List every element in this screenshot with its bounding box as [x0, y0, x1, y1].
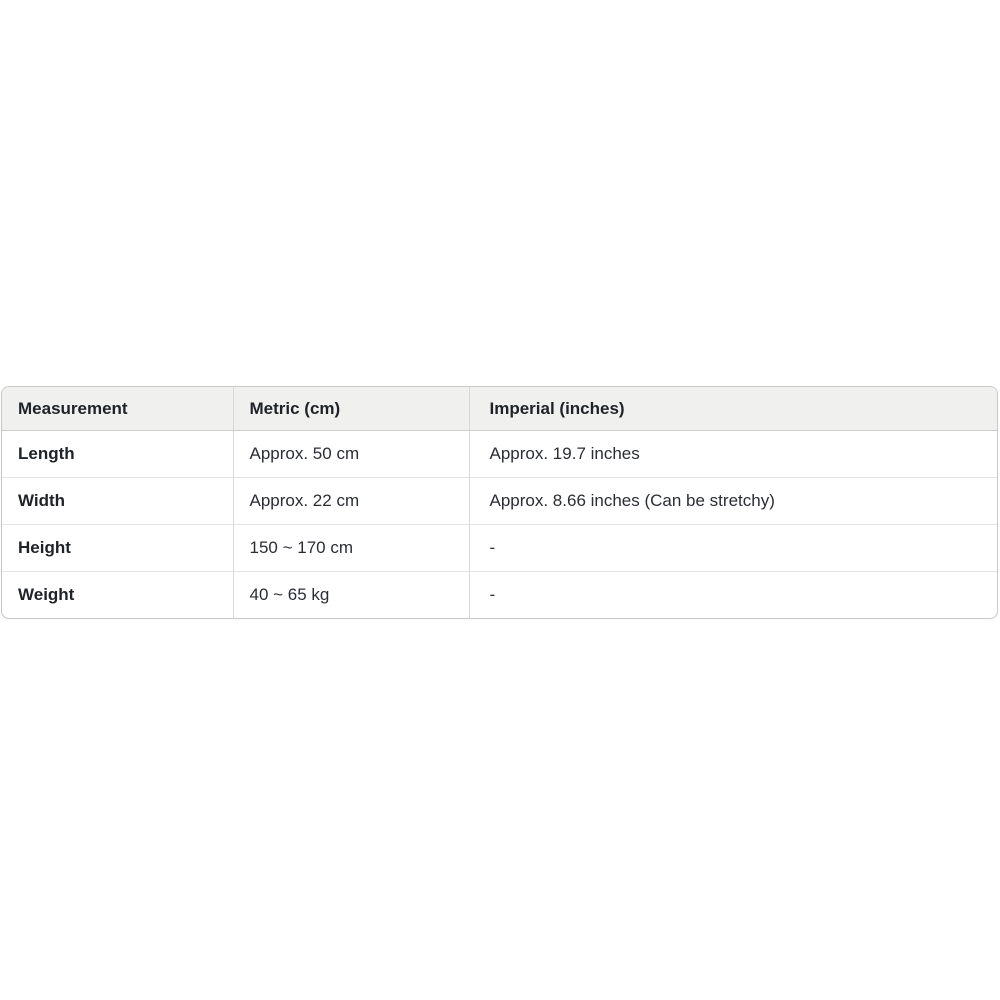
measurements-table	[1, 386, 998, 619]
width-imperial-value: Approx. 8.66 inches (Can be stretchy)	[469, 478, 997, 525]
length-metric-value: Approx. 50 cm	[233, 431, 469, 478]
measurements-table-grid	[2, 387, 997, 618]
table-row-length	[2, 431, 997, 478]
column-header-imperial: Imperial (inches)	[469, 387, 997, 431]
table-header-row	[2, 387, 997, 431]
column-header-measurement: Measurement	[2, 387, 233, 431]
column-header-metric: Metric (cm)	[233, 387, 469, 431]
table-row-weight	[2, 572, 997, 619]
row-label-width: Width	[2, 478, 233, 525]
row-label-length: Length	[18, 444, 75, 463]
row-label-weight: Weight	[2, 572, 233, 619]
height-metric-value: 150 ~ 170 cm	[233, 525, 469, 572]
length-imperial-value: Approx. 19.7 inches	[469, 431, 997, 478]
height-imperial-value: -	[469, 525, 997, 572]
weight-imperial-value: -	[469, 572, 997, 619]
table-row-height	[2, 525, 997, 572]
table-row-width	[2, 478, 997, 525]
weight-metric-value: 40 ~ 65 kg	[233, 572, 469, 619]
width-metric-value: Approx. 22 cm	[233, 478, 469, 525]
row-label-height: Height	[2, 525, 233, 572]
